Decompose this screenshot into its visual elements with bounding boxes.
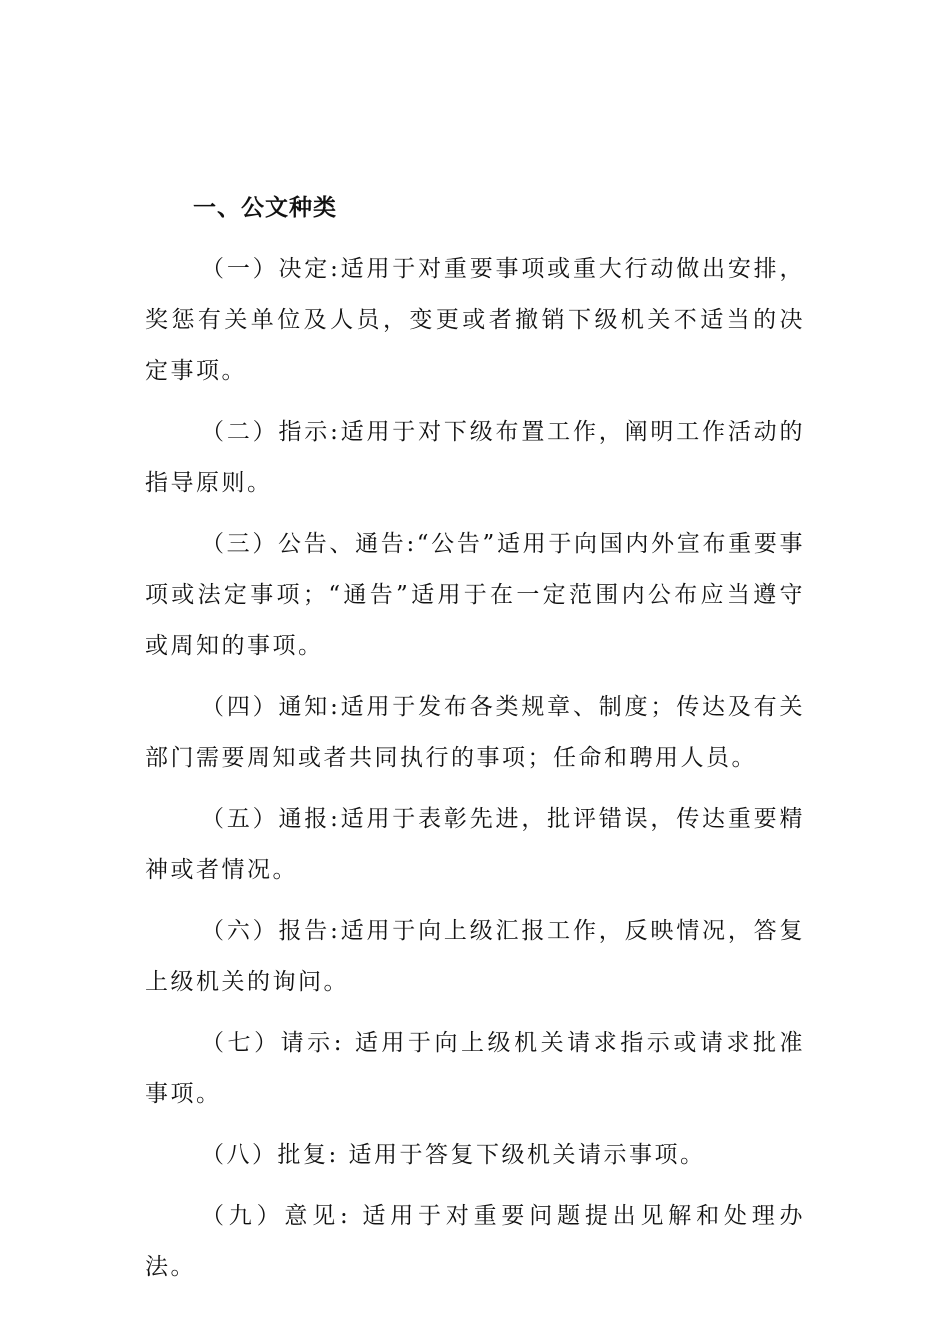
paragraph-instruction: （二）指示:适用于对下级布置工作，阐明工作活动的指导原则。	[145, 419, 805, 496]
section-heading: 一、公文种类	[193, 195, 337, 221]
paragraph-opinion: （九）意见: 适用于对重要问题提出见解和处理办法。	[145, 1203, 805, 1280]
paragraph-notice: （四）通知:适用于发布各类规章、制度；传达及有关部门需要周知或者共同执行的事项；任命和聘用人员。	[145, 694, 805, 771]
paragraph-announcement: （三）公告、通告:“公告”适用于向国内外宣布重要事项或法定事项；“通告”适用于在一定范围内公布应当遵守或周知的事项。	[145, 531, 805, 659]
paragraph-reply: （八）批复: 适用于答复下级机关请示事项。	[201, 1142, 706, 1168]
paragraph-report: （六）报告:适用于向上级汇报工作，反映情况，答复上级机关的询问。	[145, 918, 805, 995]
paragraph-decision: （一）决定:适用于对重要事项或重大行动做出安排，奖惩有关单位及人员，变更或者撤销下级机关不适当的决定事项。	[145, 256, 805, 384]
document-body	[145, 188, 805, 1293]
paragraph-request: （七）请示: 适用于向上级机关请求指示或请求批准事项。	[145, 1030, 805, 1107]
paragraph-circular: （五）通报:适用于表彰先进，批评错误，传达重要精神或者情况。	[145, 806, 805, 883]
